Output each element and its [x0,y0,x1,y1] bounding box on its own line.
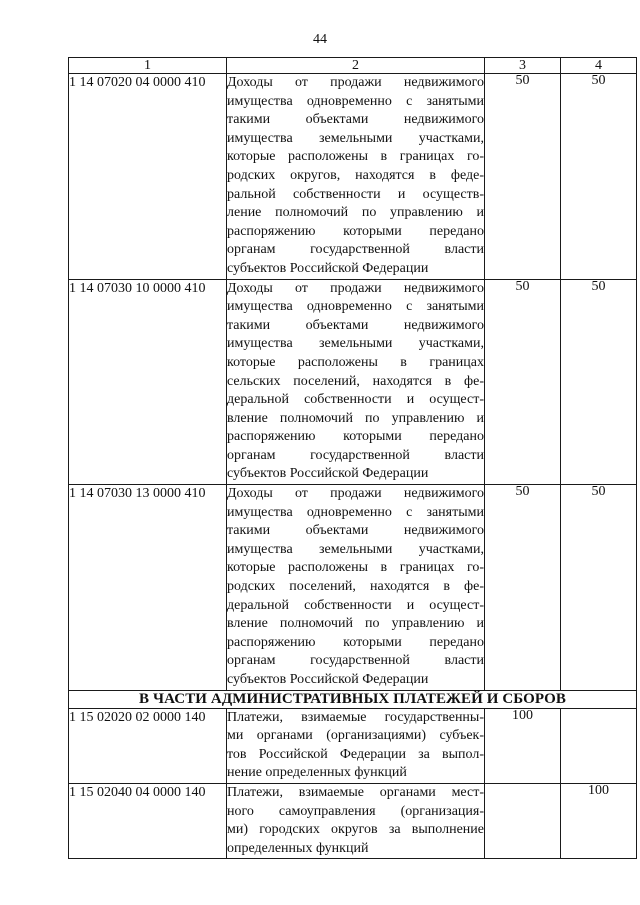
amount-cell-col-4 [561,708,637,783]
header-col-3: 3 [485,58,561,74]
description-line: Платежи, взимаемые государственны- [227,709,484,725]
description-line: нение определенных функций [227,765,407,781]
description-line: ми) городских округов за выполнение [227,822,484,838]
budget-code-cell: 1 14 07030 13 0000 410 [69,485,227,691]
amount-value [561,709,636,710]
description-line: субъектов Российской Федерации [227,260,429,276]
description-cell [227,279,485,485]
amount-cell-col-4 [561,485,637,691]
amount-cell-col-3 [485,485,561,691]
budget-table [68,57,637,859]
amount-cell-col-3 [485,279,561,485]
description-line: органам государственной власти [227,447,484,463]
header-col-4: 4 [561,58,637,74]
amount-value: 100 [588,782,609,798]
amount-cell-col-4 [561,279,637,485]
description-line: органам государственной власти [227,242,484,258]
description-line: ральной собственности и осуществ- [227,186,484,202]
amount-cell-col-3 [485,783,561,858]
description-line: деральной собственности и осущест- [227,392,484,408]
description-line: субъектов Российской Федерации [227,466,429,482]
description-line: распоряжению которыми передано [227,634,484,650]
budget-code-cell: 1 15 02040 04 0000 140 [69,783,227,858]
amount-value: 100 [512,707,533,723]
table-row [69,279,637,485]
description-line: родских поселений, находятся в фе- [227,579,484,595]
budget-code-cell: 1 14 07020 04 0000 410 [69,74,227,280]
description-line: имущества одновременно с занятыми [227,93,484,109]
description-line: имущества земельными участками, [227,130,484,146]
description-line: Доходы от продажи недвижимого [227,75,484,90]
budget-code-cell: 1 14 07030 10 0000 410 [69,279,227,485]
description-line: вление полномочий по управлению и [227,410,484,426]
amount-value: 50 [515,278,530,294]
description-line: определенных функций [227,840,369,856]
description-cell [227,74,485,280]
description-line: деральной собственности и осущест- [227,597,484,613]
table-row [69,708,637,783]
description-line: распоряжению которыми передано [227,429,484,445]
amount-cell-col-4 [561,74,637,280]
amount-cell-col-3 [485,708,561,783]
header-col-2: 2 [227,58,485,74]
description-line: имущества одновременно с занятыми [227,504,484,520]
amount-value: 50 [515,73,530,88]
amount-value [485,784,560,785]
description-line: ми органами (организациями) субъек- [227,728,484,744]
amount-value: 50 [515,484,530,500]
description-line: сельских поселений, находятся в фе- [227,373,484,389]
description-line: такими объектами недвижимого [227,523,484,539]
header-col-1: 1 [69,58,227,74]
amount-cell-col-4 [561,783,637,858]
description-cell [227,485,485,691]
description-line: такими объектами недвижимого [227,112,484,128]
section-heading-row [69,690,637,708]
description-line: Доходы от продажи недвижимого [227,280,484,296]
amount-value: 50 [591,484,606,500]
amount-value: 50 [591,73,606,88]
description-line: такими объектами недвижимого [227,317,484,333]
description-line: субъектов Российской Федерации [227,672,429,687]
description-line: органам государственной власти [227,653,484,669]
description-cell [227,708,485,783]
amount-cell-col-3 [485,74,561,280]
page-number: 44 [313,32,327,47]
table-row [69,783,637,858]
amount-value: 50 [591,278,606,294]
table-row [69,485,637,691]
description-line: имущества одновременно с занятыми [227,299,484,315]
description-line: родских округов, находятся в феде- [227,167,484,183]
header-row [69,58,637,74]
description-line: которые расположены в границах го- [227,149,484,165]
description-line: Платежи, взимаемые органами мест- [227,784,484,800]
table-row [69,74,637,280]
description-line: имущества земельными участками, [227,336,484,352]
description-cell [227,783,485,858]
description-line: которые расположены в границах [227,354,484,370]
budget-code-cell: 1 15 02020 02 0000 140 [69,708,227,783]
description-line: имущества земельными участками, [227,541,484,557]
section-heading: В ЧАСТИ АДМИНИСТРАТИВНЫХ ПЛАТЕЖЕЙ И СБОРОВ [69,690,637,708]
description-line: распоряжению которыми передано [227,223,484,239]
description-line: вление полномочий по управлению и [227,616,484,632]
description-line: которые расположены в границах го- [227,560,484,576]
description-line: ного самоуправления (организация- [227,803,484,819]
description-line: Доходы от продажи недвижимого [227,486,484,502]
description-line: тов Российской Федерации за выпол- [227,746,484,762]
description-line: ление полномочий по управлению и [227,205,484,221]
